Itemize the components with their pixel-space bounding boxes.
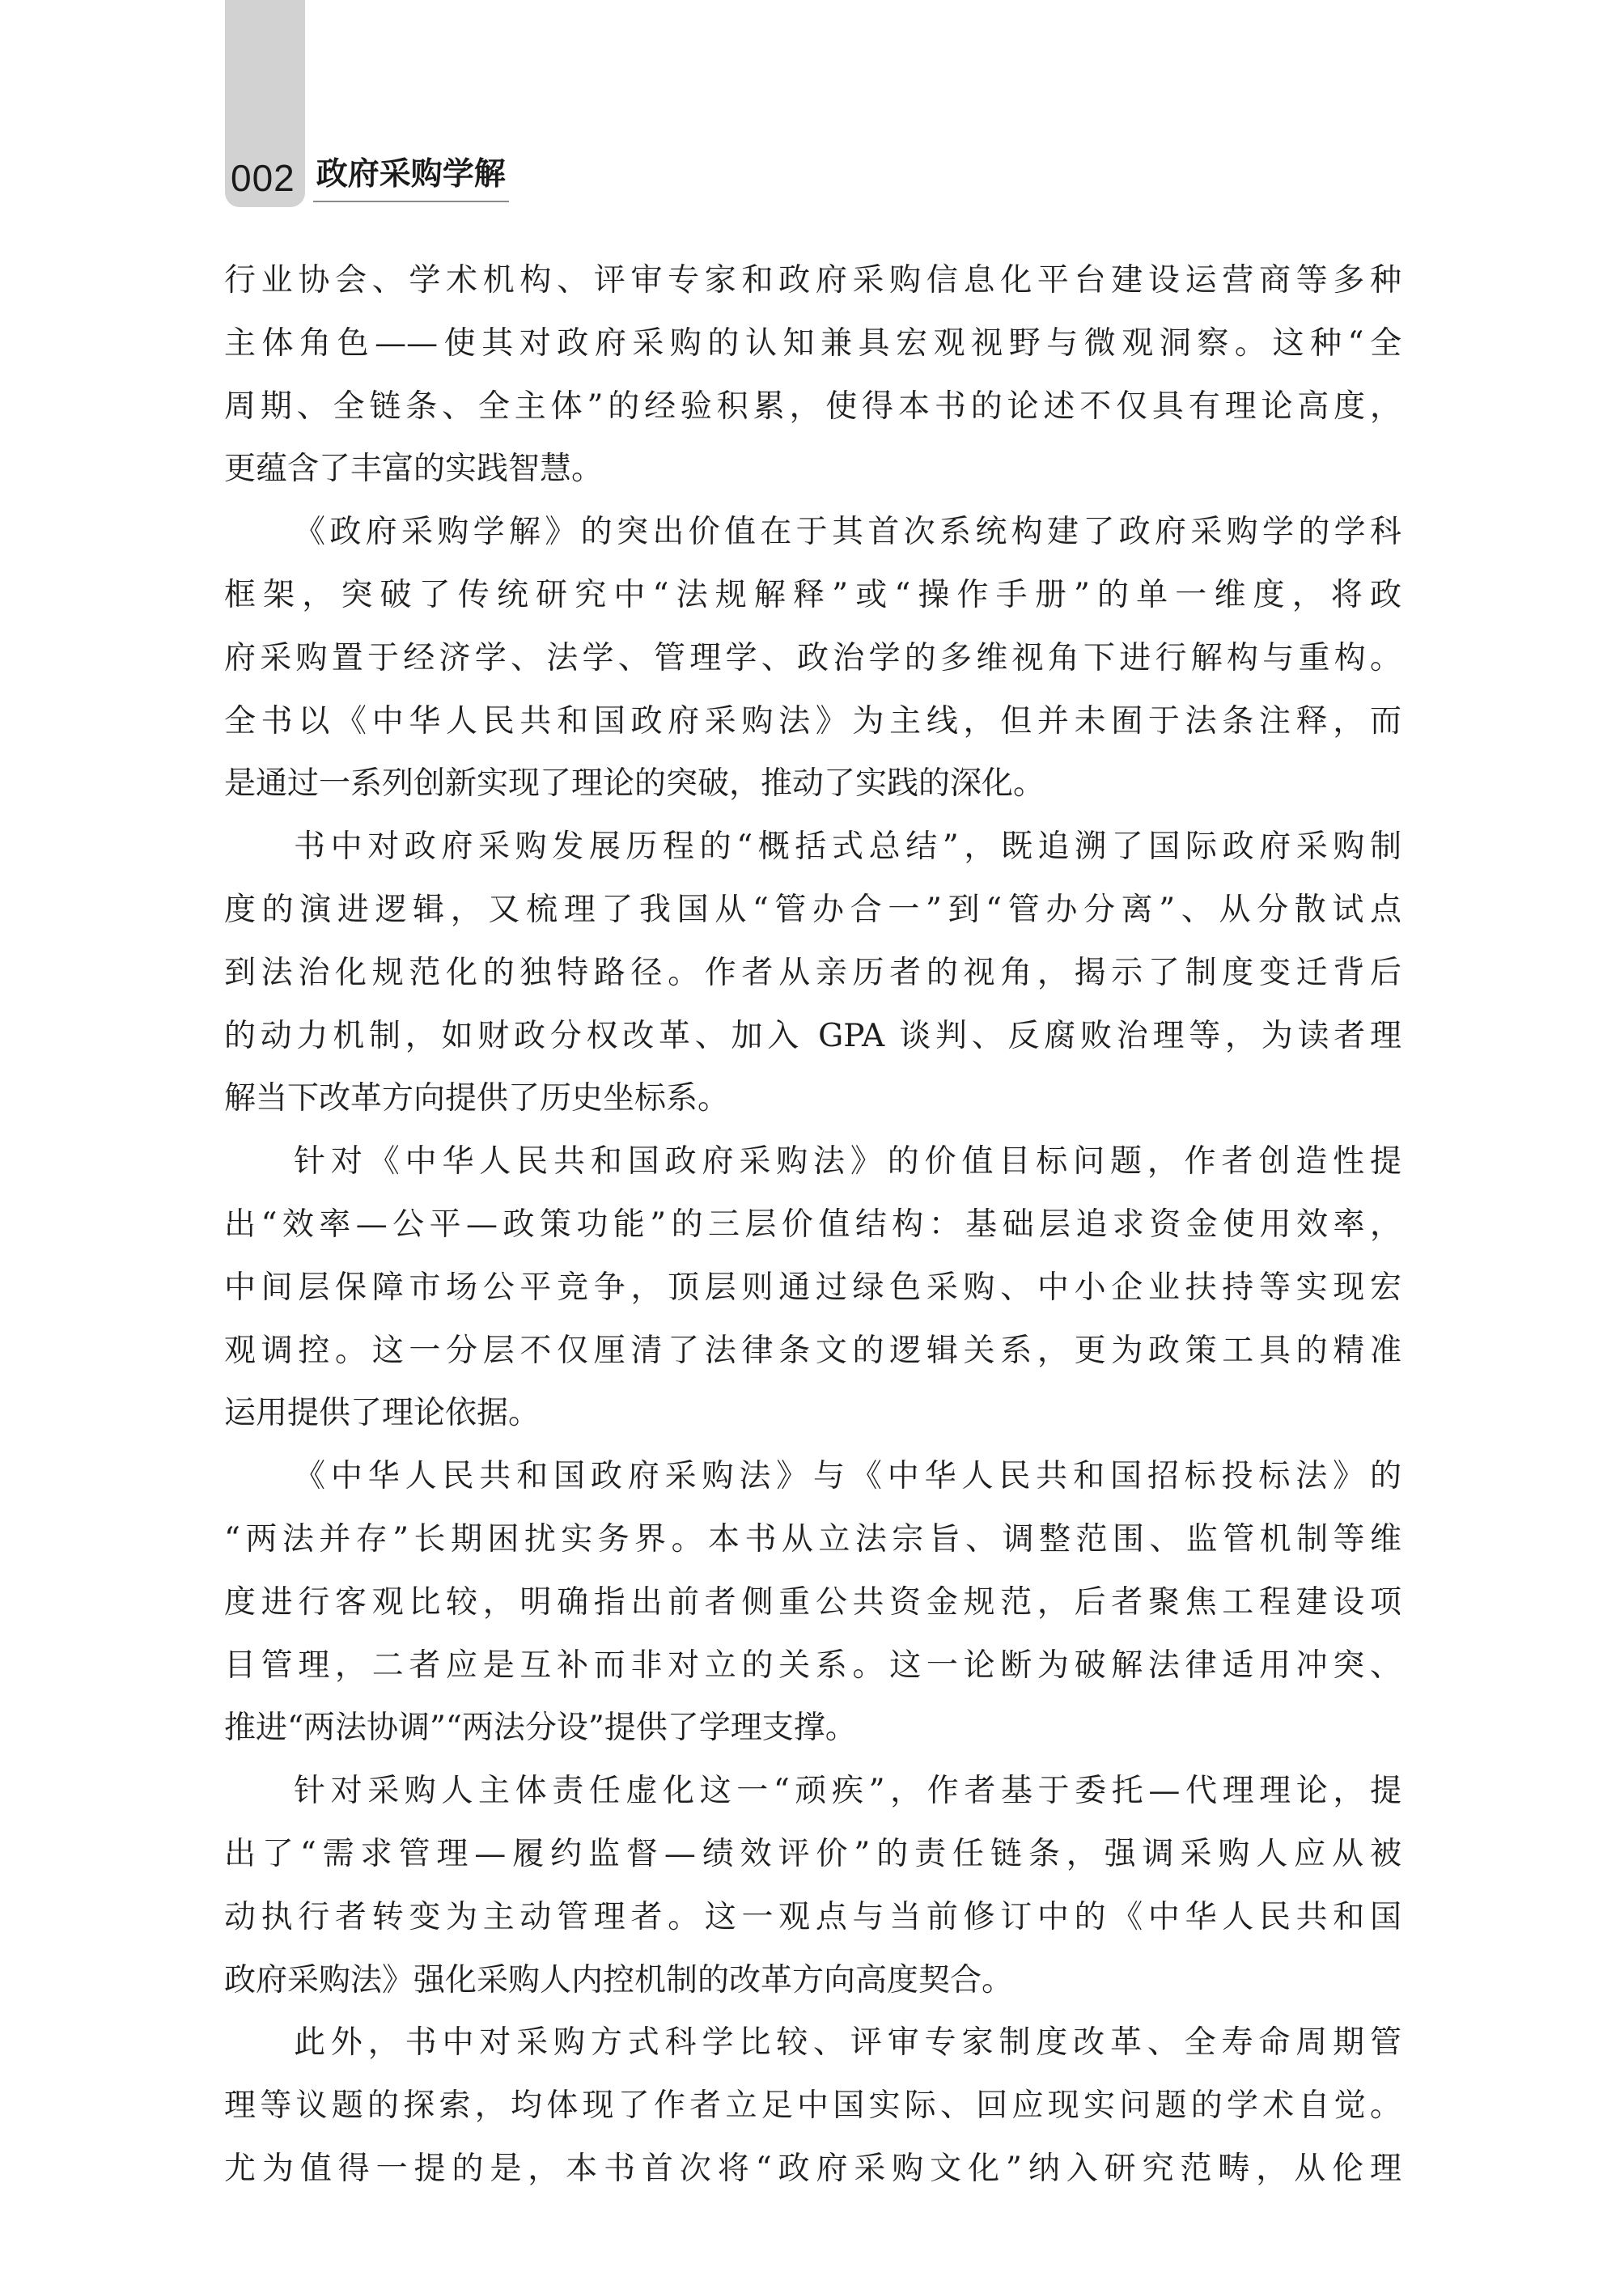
text-line: 周期、全链条、全主体”的经验积累，使得本书的论述不仅具有理论高度， <box>224 388 1401 425</box>
text-line: 《中华人民共和国政府采购法》与《中华人民共和国招标投标法》的 <box>294 1458 1401 1495</box>
text-line: 更蕴含了丰富的实践智慧。 <box>224 451 604 488</box>
text-line: 出“效率—公平—政策功能”的三层价值结构：基础层追求资金使用效率， <box>224 1206 1401 1243</box>
text-line: 度进行客观比较，明确指出前者侧重公共资金规范，后者聚焦工程建设项 <box>224 1583 1401 1621</box>
text-line: 行业协会、学术机构、评审专家和政府采购信息化平台建设运营商等多种 <box>224 262 1401 299</box>
text-line: 主体角色——使其对政府采购的认知兼具宏观视野与微观洞察。这种“全 <box>224 324 1401 362</box>
text-line: 《政府采购学解》的突出价值在于其首次系统构建了政府采购学的学科 <box>294 514 1401 551</box>
text-line: 观调控。这一分层不仅厘清了法律条文的逻辑关系，更为政策工具的精准 <box>224 1332 1401 1369</box>
text-line: 全书以《中华人民共和国政府采购法》为主线，但并未囿于法条注释，而 <box>224 702 1401 740</box>
book-title: 政府采购学解 <box>313 150 509 202</box>
text-line: 尤为值得一提的是，本书首次将“政府采购文化”纳入研究范畴，从伦理 <box>224 2150 1401 2187</box>
page-number: 002 <box>231 157 295 199</box>
text-line: 出了“需求管理—履约监督—绩效评价”的责任链条，强调采购人应从被 <box>224 1835 1401 1872</box>
text-line: 针对《中华人民共和国政府采购法》的价值目标问题，作者创造性提 <box>294 1143 1401 1180</box>
text-line: 中间层保障市场公平竞争，顶层则通过绿色采购、中小企业扶持等实现宏 <box>224 1269 1401 1306</box>
text-line: 针对采购人主体责任虚化这一“顽疾”，作者基于委托—代理理论，提 <box>294 1773 1401 1810</box>
text-line: 推进“两法协调”“两法分设”提供了学理支撑。 <box>224 1710 857 1747</box>
text-line: 此外，书中对采购方式科学比较、评审专家制度改革、全寿命周期管 <box>294 2024 1401 2062</box>
text-line: 理等议题的探索，均体现了作者立足中国实际、回应现实问题的学术自觉。 <box>224 2087 1401 2125</box>
text-line: 动执行者转变为主动管理者。这一观点与当前修订中的《中华人民共和国 <box>224 1898 1401 1935</box>
text-line: “两法并存”长期困扰实务界。本书从立法宗旨、调整范围、监管机制等维 <box>224 1520 1401 1558</box>
text-line: 的动力机制，如财政分权改革、加入 GPA 谈判、反腐败治理等，为读者理 <box>224 1017 1401 1054</box>
text-line: 目管理，二者应是互补而非对立的关系。这一论断为破解法律适用冲突、 <box>224 1647 1401 1684</box>
running-header <box>231 146 509 202</box>
text-line: 运用提供了理论依据。 <box>224 1395 541 1432</box>
text-line: 书中对政府采购发展历程的“概括式总结”，既追溯了国际政府采购制 <box>294 829 1401 866</box>
text-line: 解当下改革方向提供了历史坐标系。 <box>224 1080 730 1117</box>
text-line: 府采购置于经济学、法学、管理学、政治学的多维视角下进行解构与重构。 <box>224 639 1401 676</box>
text-line: 政府采购法》强化采购人内控机制的改革方向高度契合。 <box>224 1961 1014 1998</box>
text-line: 到法治化规范化的独特路径。作者从亲历者的视角，揭示了制度变迁背后 <box>224 954 1401 991</box>
text-line: 度的演进逻辑，又梳理了我国从“管办合一”到“管办分离”、从分散试点 <box>224 891 1401 928</box>
text-line: 是通过一系列创新实现了理论的突破，推动了实践的深化。 <box>224 765 1045 803</box>
text-line: 框架，突破了传统研究中“法规解释”或“操作手册”的单一维度，将政 <box>224 576 1401 613</box>
body-text <box>224 249 1401 2201</box>
